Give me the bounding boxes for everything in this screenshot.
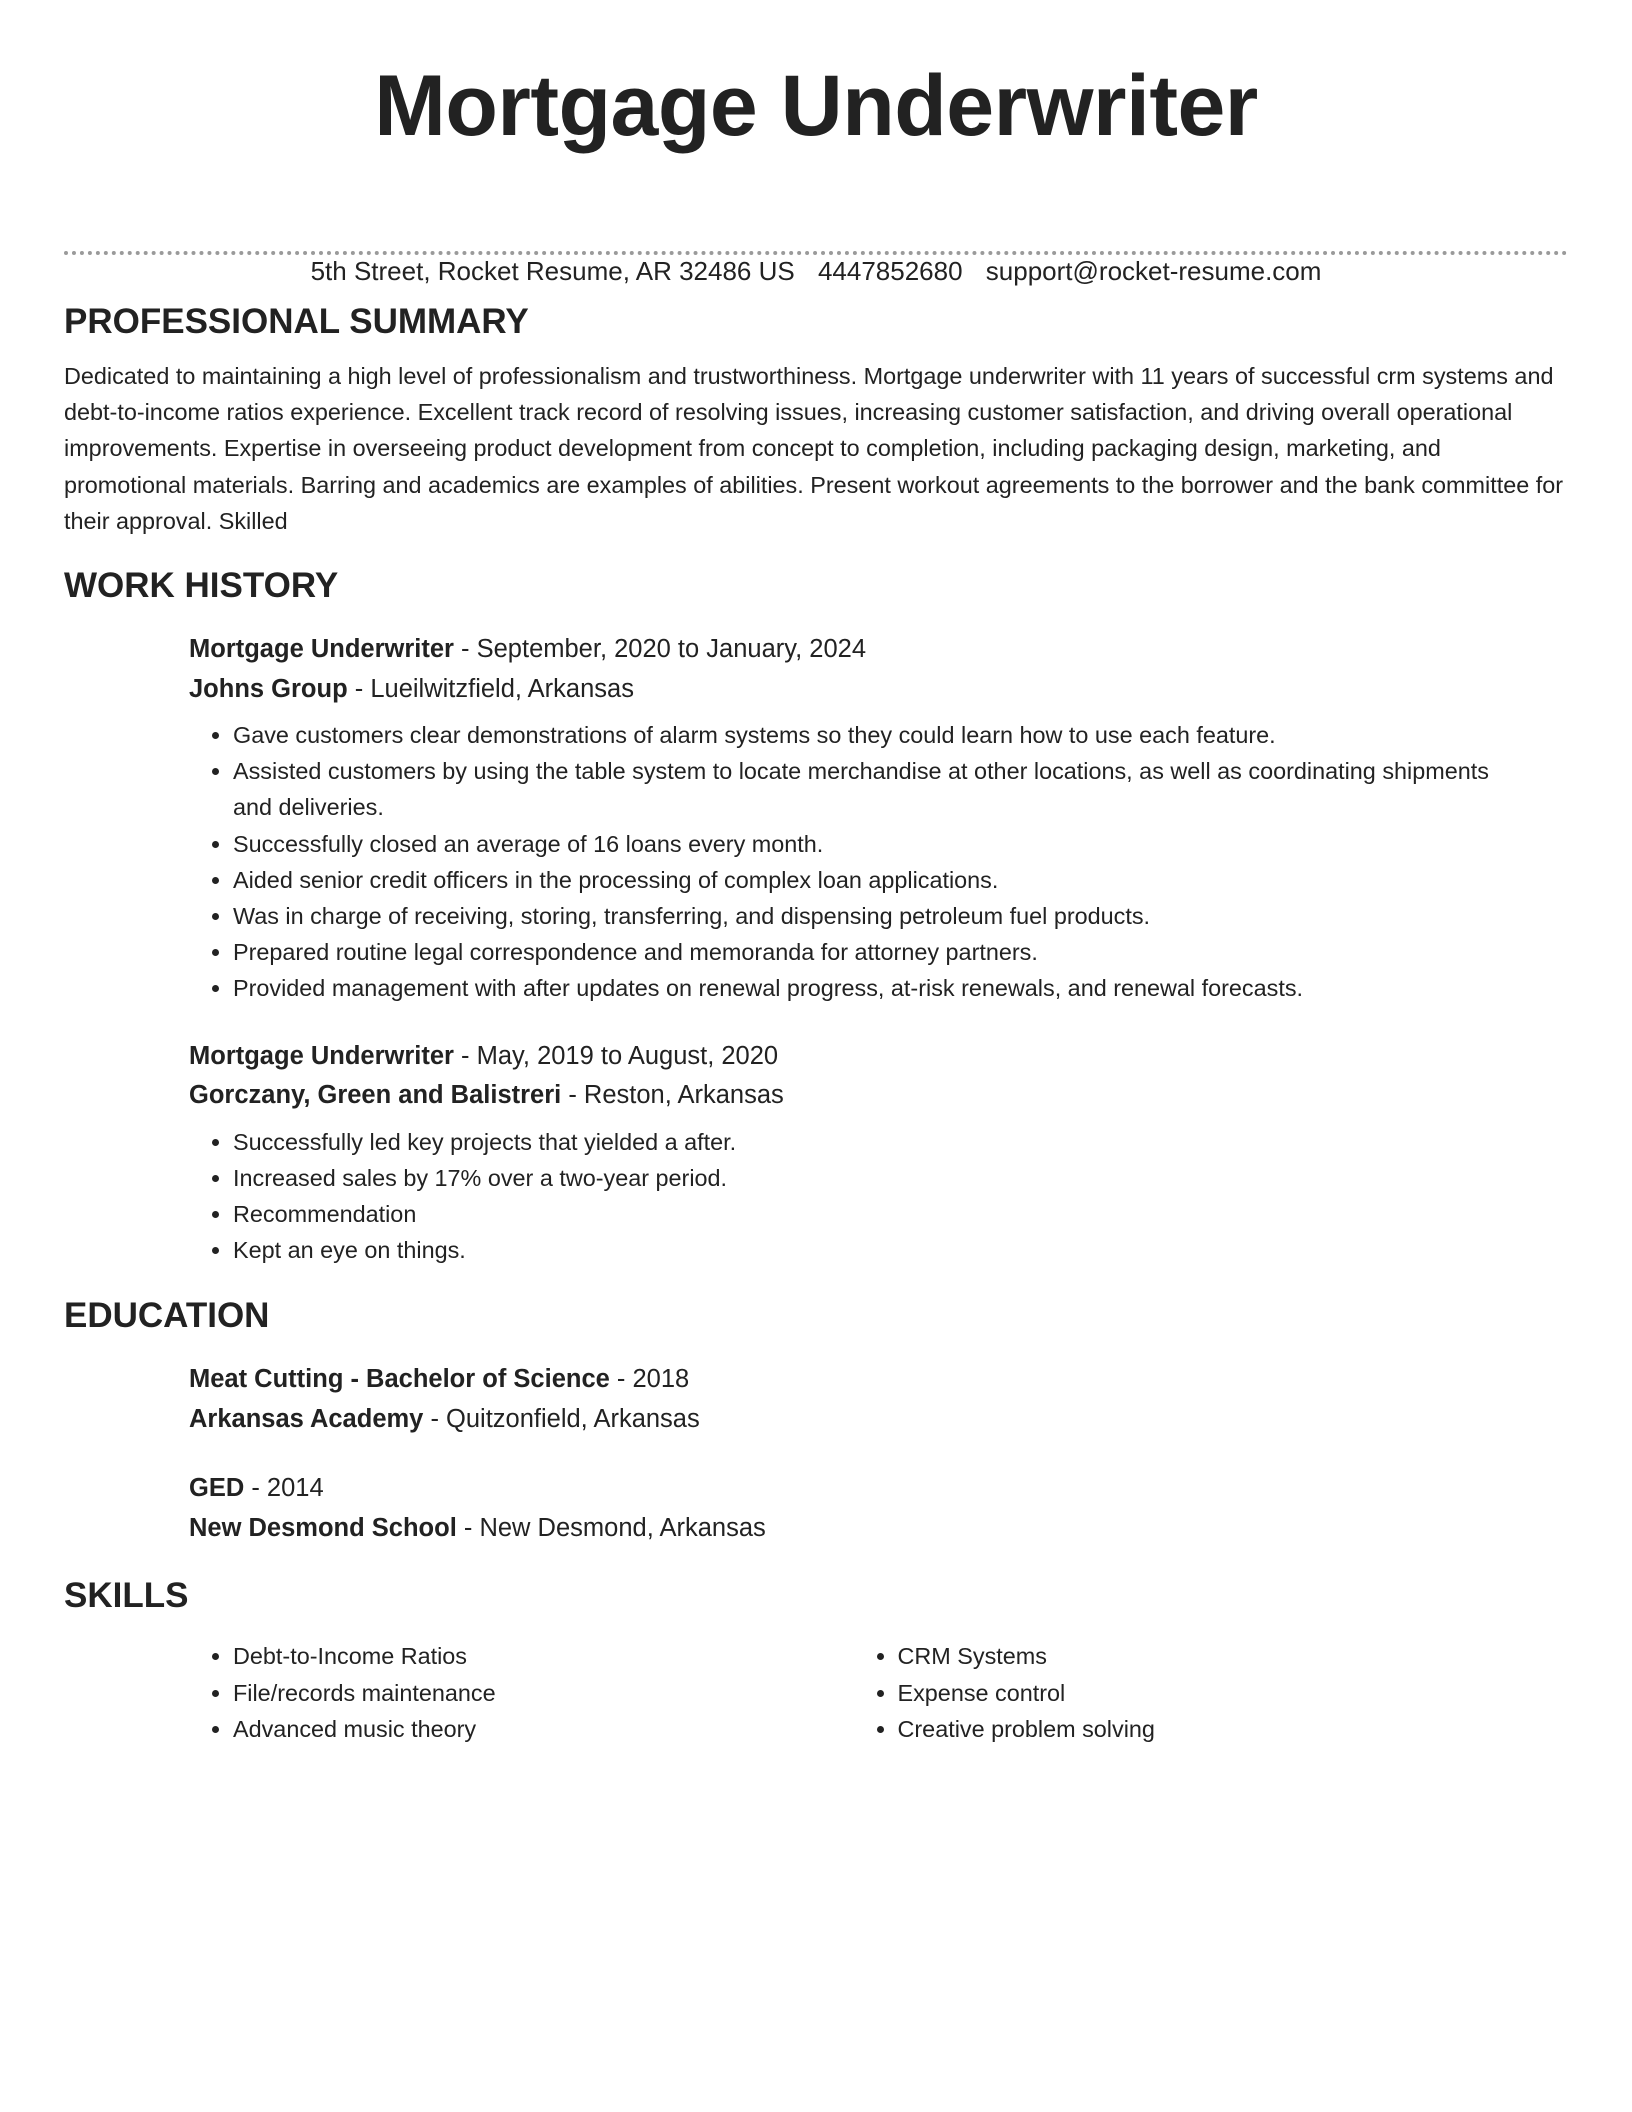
summary-section (64, 292, 1568, 538)
job-location: - Lueilwitzfield, Arkansas (347, 674, 634, 703)
education-school: Arkansas Academy (189, 1404, 424, 1433)
list-item: • Assisted customers by using the table system to locate merchandise at other locations, as well as coordinating shipments and deliveries. (233, 753, 1518, 825)
list-item: • Prepared routine legal correspondence and memoranda for attorney partners. (233, 934, 1518, 970)
skill-item: • Expense control (898, 1675, 1519, 1711)
section-heading-work-history: WORK HISTORY (64, 566, 339, 605)
skill-item: • Creative problem solving (898, 1711, 1519, 1747)
education-school: New Desmond School (189, 1513, 457, 1542)
list-item: • Recommendation (233, 1196, 1518, 1232)
skills-list-right (854, 1638, 1519, 1747)
skill-item: • Debt-to-Income Ratios (233, 1638, 854, 1674)
job-location: - Reston, Arkansas (561, 1081, 784, 1110)
job-bullets (189, 717, 1518, 1007)
skills-grid (189, 1638, 1518, 1747)
resume-content (64, 292, 1568, 1747)
section-heading-education: EDUCATION (64, 1296, 270, 1336)
resume-title: Mortgage Underwriter (374, 58, 1258, 154)
education-school-line (189, 1400, 1518, 1440)
list-item: • Kept an eye on things. (233, 1232, 1518, 1268)
education-degree-line (189, 1360, 1518, 1400)
education-location: - New Desmond, Arkansas (456, 1513, 766, 1542)
section-heading-summary: PROFESSIONAL SUMMARY (64, 302, 529, 341)
list-item: • Was in charge of receiving, storing, transferring, and dispensing petroleum fuel products. (233, 898, 1518, 934)
skill-item: • Advanced music theory (233, 1711, 854, 1747)
skill-item: • File/records maintenance (233, 1675, 854, 1711)
education-location: - Quitzonfield, Arkansas (423, 1404, 700, 1433)
job-title-line (189, 630, 1518, 670)
education-entry (189, 1360, 1518, 1439)
education-degree: Meat Cutting - Bachelor of Science (189, 1365, 610, 1394)
education-year: - 2014 (244, 1474, 324, 1503)
job-company: Gorczany, Green and Balistreri (189, 1081, 562, 1110)
education-degree: GED (189, 1474, 245, 1503)
list-item: • Successfully closed an average of 16 loans every month. (233, 826, 1518, 862)
work-history-section (64, 556, 1568, 1268)
list-item: • Increased sales by 17% over a two-year period. (233, 1160, 1518, 1196)
job-title: Mortgage Underwriter (189, 635, 454, 663)
resume-header (64, 0, 1568, 156)
job-company-line (189, 670, 1518, 710)
job-entry (189, 1037, 1518, 1269)
job-company-line (189, 1076, 1518, 1116)
contact-email: support@rocket-resume.com (985, 256, 1322, 286)
job-dates: - May, 2019 to August, 2020 (453, 1041, 779, 1070)
summary-text: Dedicated to maintaining a high level of professionalism and trustworthiness. Mortgage underwriter with 11 years of successful crm systems and debt-to-income ratios experience. Excellent track record of resolving issues, increasing customer satisfaction, and driving overall operational improvements. Expertise in overseeing product development from concept to completion, including packaging design, marketing, and promotional materials. Barring and academics are examples of abilities. Present workout agreements to the borrower and the bank committee for their approval. Skilled (64, 363, 1564, 534)
contact-line (0, 254, 1632, 288)
list-item: • Gave customers clear demonstrations of alarm systems so they could learn how to use each feature. (233, 717, 1518, 753)
education-entry (189, 1469, 1518, 1548)
contact-phone: 4447852680 (817, 256, 963, 286)
job-company: Johns Group (189, 674, 348, 703)
list-item: • Provided management with after updates on renewal progress, at-risk renewals, and renewal forecasts. (233, 970, 1518, 1006)
list-item: • Successfully led key projects that yielded a after. (233, 1124, 1518, 1160)
skills-list-left (189, 1638, 854, 1747)
header-divider (64, 251, 1568, 255)
education-section (64, 1286, 1568, 1548)
contact-address: 5th Street, Rocket Resume, AR 32486 US (310, 256, 795, 286)
skills-section (64, 1566, 1568, 1747)
education-degree-line (189, 1469, 1518, 1509)
job-title: Mortgage Underwriter (189, 1041, 454, 1070)
education-year: - 2018 (609, 1365, 690, 1394)
skill-item: • CRM Systems (898, 1638, 1519, 1674)
list-item: • Aided senior credit officers in the processing of complex loan applications. (233, 862, 1518, 898)
job-entry (189, 630, 1518, 1007)
education-school-line (189, 1509, 1518, 1549)
job-title-line (189, 1037, 1518, 1077)
job-dates: - September, 2020 to January, 2024 (453, 635, 866, 663)
job-bullets (189, 1124, 1518, 1269)
section-heading-skills: SKILLS (64, 1576, 189, 1616)
